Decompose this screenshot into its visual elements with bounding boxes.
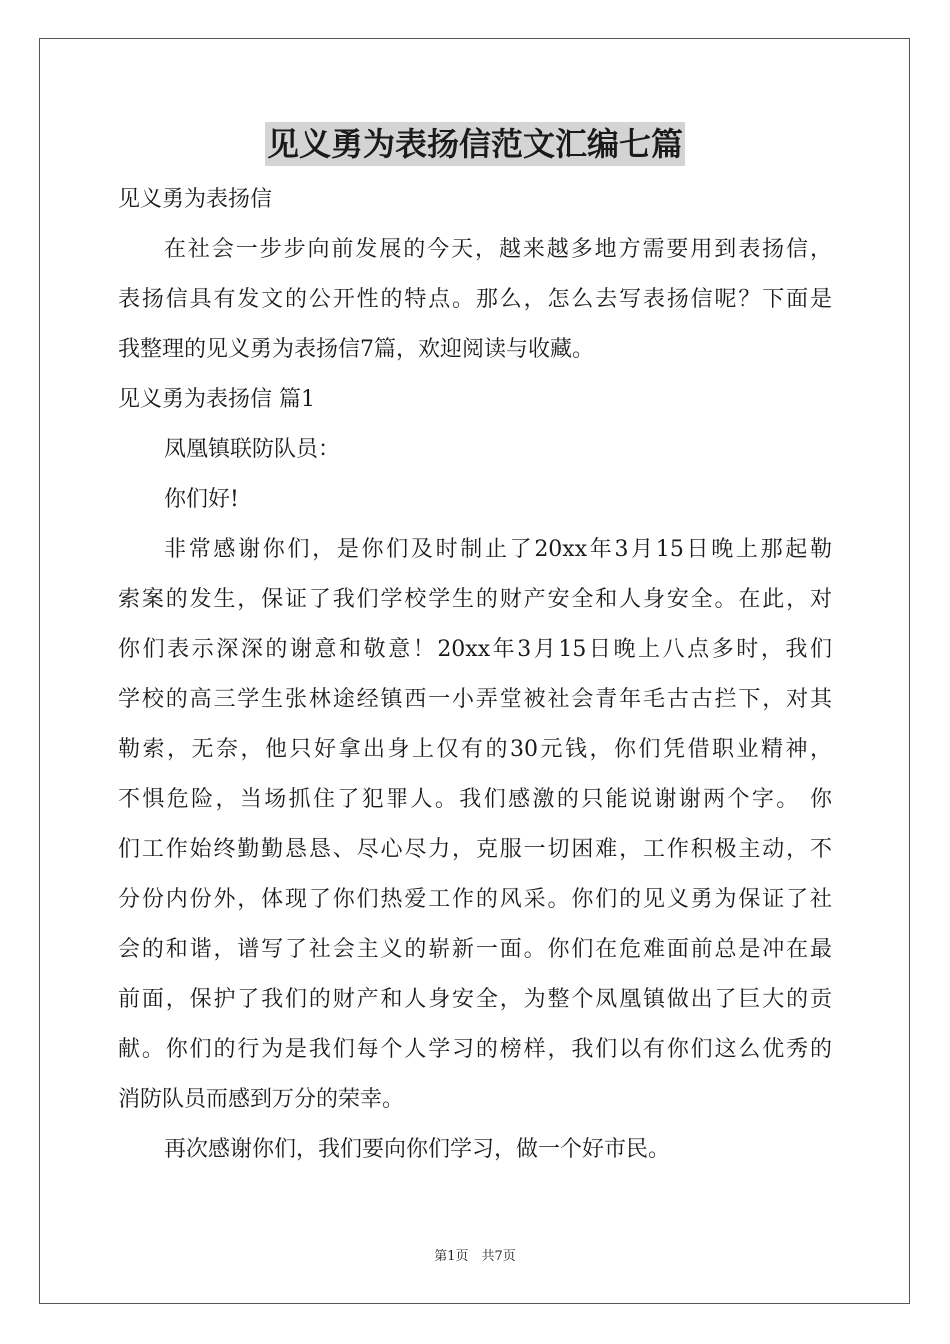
salutation: 凤凰镇联防队员： <box>164 437 341 462</box>
intro-line-2: 表扬信具有发文的公开性的特点。那么，怎么去写表扬信呢？下面是 <box>118 287 832 312</box>
intro-line-3: 我整理的见义勇为表扬信7篇，欢迎阅读与收藏。 <box>118 337 594 362</box>
body-line-1: 非常感谢你们，是你们及时制止了20xx年3月15日晚上那起勒 <box>164 537 832 562</box>
body-line-7: 们工作始终勤勤恳恳、尽心尽力，克服一切困难，工作积极主动，不 <box>118 837 832 862</box>
body-line-8: 分份内份外，体现了你们热爱工作的风采。你们的见义勇为保证了社 <box>118 887 832 912</box>
closing-line: 再次感谢你们，我们要向你们学习，做一个好市民。 <box>164 1137 671 1162</box>
body-line-10: 前面，保护了我们的财产和人身安全，为整个凤凰镇做出了巨大的贡 <box>118 987 832 1012</box>
intro-line-1: 在社会一步步向前发展的今天，越来越多地方需要用到表扬信， <box>164 237 832 262</box>
section-heading: 见义勇为表扬信 篇1 <box>118 387 315 412</box>
body-line-9: 会的和谐，谱写了社会主义的崭新一面。你们在危难面前总是冲在最 <box>118 937 832 962</box>
body-line-2: 索案的发生，保证了我们学校学生的财产安全和人身安全。在此，对 <box>118 587 832 612</box>
document-title: 见义勇为表扬信范文汇编七篇 <box>265 122 685 166</box>
body-line-4: 学校的高三学生张林途经镇西一小弄堂被社会青年毛古古拦下，对其 <box>118 687 832 712</box>
body-line-11: 献。你们的行为是我们每个人学习的榜样，我们以有你们这么优秀的 <box>118 1037 832 1062</box>
body-line-6: 不惧危险，当场抓住了犯罪人。我们感激的只能说谢谢两个字。 你 <box>118 787 832 812</box>
page-border <box>39 38 910 1304</box>
subtitle: 见义勇为表扬信 <box>118 187 273 212</box>
body-line-12: 消防队员而感到万分的荣幸。 <box>118 1087 405 1112</box>
page-footer: 第1页 共7页 <box>434 1249 516 1264</box>
body-line-3: 你们表示深深的谢意和敬意！20xx年3月15日晚上八点多时，我们 <box>118 637 832 662</box>
body-line-5: 勒索，无奈，他只好拿出身上仅有的30元钱，你们凭借职业精神， <box>118 737 832 762</box>
greeting: 你们好! <box>164 487 239 512</box>
title-container <box>0 122 950 166</box>
